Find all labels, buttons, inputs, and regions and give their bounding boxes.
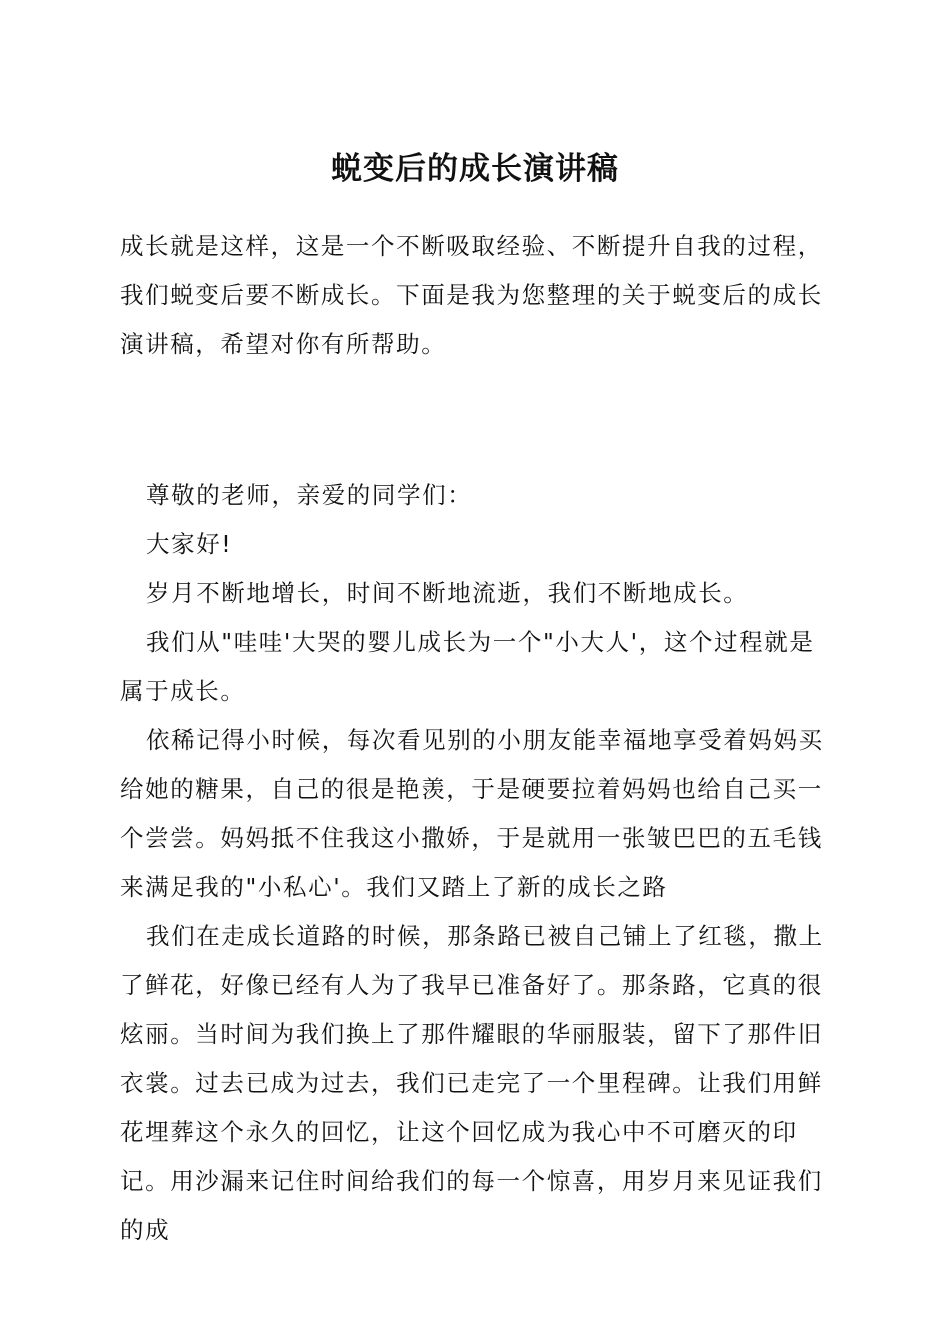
intro-paragraph: 成长就是这样，这是一个不断吸取经验、不断提升自我的过程，我们蜕变后要不断成长。下面是我为您整理的关于蜕变后的成长演讲稿，希望对你有所帮助。 [120,232,823,358]
body-paragraph: 我们在走成长道路的时候，那条路已被自己铺上了红毯，撒上了鲜花，好像已经有人为了我早已准备好了。那条路，它真的很炫丽。当时间为我们换上了那件耀眼的华丽服装，留下了那件旧衣裳。过去已成为过去，我们已走完了一个里程碑。让我们用鲜花埋葬这个永久的回忆，让这个回忆成为我心中不可磨灭的印记。用沙漏来记住时间给我们的每一个惊喜，用岁月来见证我们的成 [120,922,824,1244]
body-paragraph: 依稀记得小时候，每次看见别的小朋友能幸福地享受着妈妈买给她的糖果，自己的很是艳羡，于是硬要拉着妈妈也给自己买一个尝尝。妈妈抵不住我这小撒娇，于是就用一张皱巴巴的五毛钱来满足我的"小私心'。我们又踏上了新的成长之路 [120,726,824,901]
body-paragraph: 岁月不断地增长，时间不断地流逝，我们不断地成长。 [146,579,749,607]
document-title: 蜕变后的成长演讲稿 [331,151,619,187]
body-paragraph: 我们从"哇哇'大哭的婴儿成长为一个"小大人'，这个过程就是属于成长。 [120,628,815,705]
speech-body [120,471,838,1255]
greeting: 大家好! [146,530,233,558]
salutation: 尊敬的老师，亲爱的同学们： [146,481,473,509]
